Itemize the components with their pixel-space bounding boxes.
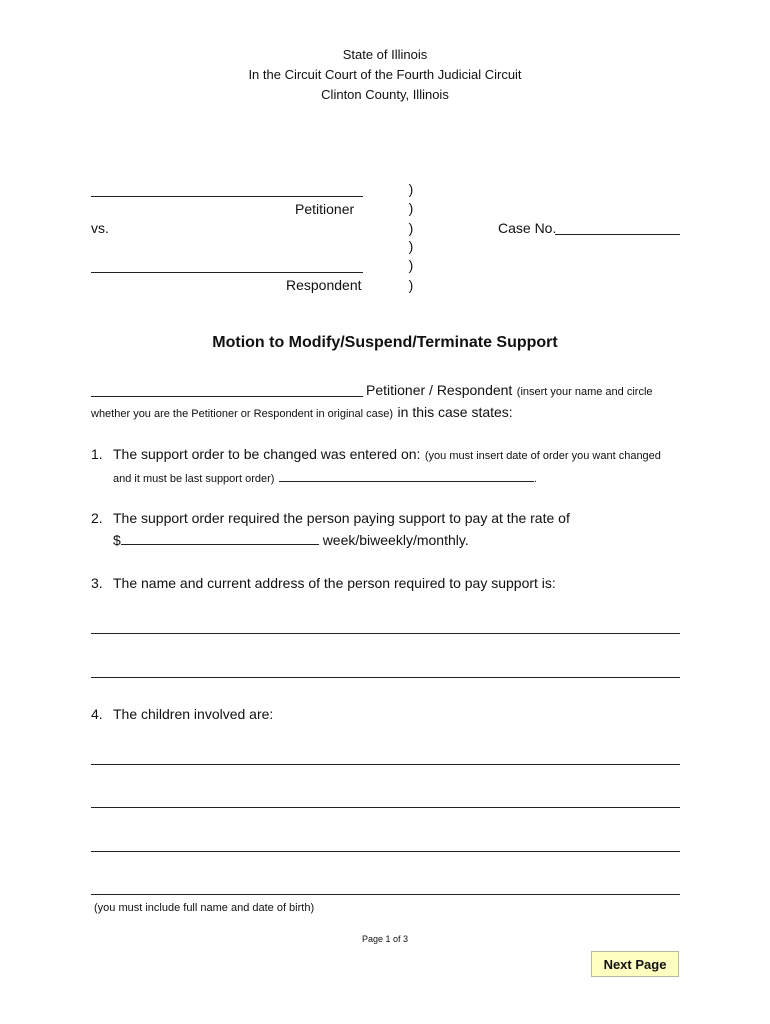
page-title: Motion to Modify/Suspend/Terminate Support bbox=[212, 334, 558, 351]
item-1-number: 1. bbox=[91, 446, 103, 462]
item-3-number: 3. bbox=[91, 575, 103, 591]
vs-label: vs. bbox=[91, 220, 109, 236]
children-line-1[interactable] bbox=[91, 764, 680, 765]
item-1-note-2: and it must be last support order) bbox=[113, 473, 275, 485]
children-line-3[interactable] bbox=[91, 851, 680, 852]
caption-paren: ) bbox=[408, 277, 414, 293]
intro-note: whether you are the Petitioner or Respondent in original case) bbox=[91, 408, 394, 420]
filer-name-line[interactable] bbox=[91, 396, 363, 397]
rate-options[interactable]: week/biweekly/monthly. bbox=[322, 532, 469, 548]
item-2-row-2 bbox=[113, 532, 469, 548]
payer-address-line-1[interactable] bbox=[91, 633, 680, 634]
header-state: State of Illinois bbox=[342, 47, 428, 62]
caption-paren: ) bbox=[408, 200, 414, 216]
caption-paren: ) bbox=[408, 238, 414, 254]
item-2-number: 2. bbox=[91, 510, 103, 526]
currency-symbol: $ bbox=[113, 532, 121, 548]
petitioner-label: Petitioner bbox=[295, 201, 355, 217]
page-number: Page 1 of 3 bbox=[361, 934, 409, 944]
order-date-field[interactable] bbox=[279, 469, 534, 482]
item-2-text: The support order required the person paying support to pay at the rate of bbox=[113, 510, 570, 526]
case-no-field[interactable] bbox=[555, 234, 680, 235]
item-1-end: . bbox=[533, 473, 537, 485]
petitioner-name-line[interactable] bbox=[91, 196, 363, 197]
support-rate-field[interactable] bbox=[121, 532, 319, 545]
case-no-label: Case No. bbox=[498, 220, 557, 236]
item-1-row bbox=[113, 446, 661, 464]
role-label[interactable]: Petitioner / Respondent bbox=[366, 382, 513, 398]
role-note: (insert your name and circle bbox=[516, 386, 653, 398]
item-1-text: The support order to be changed was entered on: bbox=[113, 446, 421, 462]
respondent-name-line[interactable] bbox=[91, 272, 363, 273]
children-line-4[interactable] bbox=[91, 894, 680, 895]
item-4-number: 4. bbox=[91, 706, 103, 722]
item-1-row-2 bbox=[113, 469, 537, 487]
item-3-text: The name and current address of the person required to pay support is: bbox=[113, 575, 556, 591]
respondent-label: Respondent bbox=[286, 277, 362, 293]
caption-paren: ) bbox=[408, 181, 414, 197]
children-note: (you must include full name and date of birth) bbox=[94, 902, 315, 914]
payer-address-line-2[interactable] bbox=[91, 677, 680, 678]
header-court: In the Circuit Court of the Fourth Judicial Circuit bbox=[248, 67, 522, 82]
intro-states: in this case states: bbox=[397, 404, 513, 420]
header-county: Clinton County, Illinois bbox=[321, 87, 449, 102]
caption-paren: ) bbox=[408, 257, 414, 273]
caption-paren: ) bbox=[408, 220, 414, 236]
intro-line2 bbox=[91, 404, 513, 422]
next-page-button[interactable]: Next Page bbox=[591, 951, 679, 977]
children-line-2[interactable] bbox=[91, 807, 680, 808]
item-4-text: The children involved are: bbox=[113, 706, 274, 722]
item-1-note: (you must insert date of order you want changed bbox=[424, 450, 661, 462]
intro-role-row bbox=[366, 382, 653, 400]
